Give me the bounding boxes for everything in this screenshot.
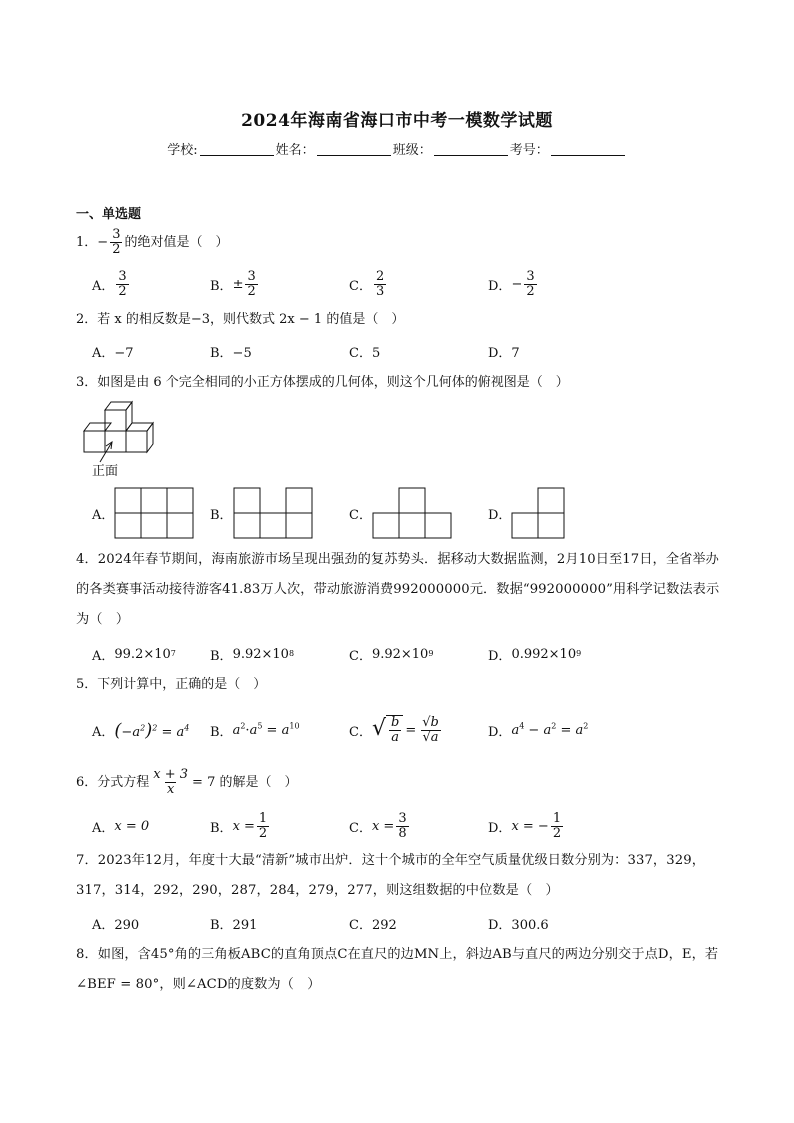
q1-option-a[interactable] (92, 266, 131, 302)
q3-b-view (233, 487, 313, 539)
q5-a-expr: $(-a^2)^2 = a^4$ (114, 719, 190, 741)
q5-options (92, 710, 652, 750)
q2-option-c[interactable]: C．5 (349, 345, 381, 361)
q7-option-b[interactable]: B．291 (210, 917, 258, 933)
q4-option-c[interactable]: C． 9.92×10 9 (349, 646, 434, 664)
q3-c-view (372, 487, 452, 539)
q3-d-view (511, 487, 567, 539)
q1-option-c[interactable] (349, 266, 388, 302)
q5-b-expr: $a^2\cdot a^5 = a^{10}$ (232, 721, 300, 738)
q6-options (92, 808, 652, 844)
q1-a-den: 2 (118, 283, 127, 299)
q1-frac-den: 2 (112, 242, 121, 257)
q3-a-view (114, 487, 194, 539)
q6-d-fraction (551, 812, 563, 841)
q4-option-b[interactable]: B． 9.92×10 8 (210, 646, 295, 664)
q7-option-a[interactable]: A．290 (92, 917, 140, 933)
q6-c-label: C． (349, 820, 372, 836)
school-blank[interactable] (200, 143, 274, 156)
q4-c-base: 9.92×10 (371, 646, 429, 662)
section-heading: 一、单选题 (76, 207, 142, 222)
q1-d-label: D． (488, 278, 512, 294)
q3-option-a[interactable] (92, 487, 194, 539)
q5-c-label: C． (349, 724, 372, 740)
q1-c-fraction (374, 270, 386, 299)
q5-option-a[interactable] (92, 710, 189, 750)
q1-b-label: B． (210, 278, 233, 294)
q1-options (92, 266, 652, 302)
q6-option-b[interactable] (210, 808, 271, 844)
question-3: 3．如图是由 6 个完全相同的小正方体摆成的几何体，则这个几何体的俯视图是（ ） (76, 375, 569, 390)
question-1 (76, 228, 228, 257)
q6-c-num: 3 (398, 810, 407, 826)
q4-a-label: A． (92, 648, 115, 664)
q6-c-pre: x = (371, 818, 395, 834)
q6-b-fraction (257, 812, 269, 841)
q4-d-base: 0.992×10 (511, 646, 577, 662)
q5-b-label: B． (210, 724, 233, 740)
q1-fraction (110, 228, 122, 257)
q1-a-num: 3 (118, 268, 127, 284)
q1-b-den: 2 (247, 283, 256, 299)
q3-options (92, 487, 652, 539)
q4-d-label: D． (488, 648, 512, 664)
name-blank[interactable] (317, 143, 391, 156)
q6-b-label: B． (210, 820, 233, 836)
q5-c-sqrt-left: √ $\frac{b}{a}$ (372, 715, 403, 745)
q1-text: 的绝对值是（ ） (124, 235, 229, 250)
q7-options (92, 905, 652, 941)
q3-option-b[interactable] (210, 487, 313, 539)
q6-d-pre: x = − (511, 818, 549, 834)
q3-a-label: A． (92, 507, 115, 523)
q6-frac-num: x + 3 (153, 767, 189, 782)
q6-d-num: 1 (552, 810, 562, 826)
q1-number: 1． (76, 235, 98, 250)
q6-frac-den: x (166, 782, 175, 797)
q1-d-den: 2 (526, 283, 535, 299)
q1-frac-num: 3 (112, 227, 121, 242)
q2-option-b[interactable]: B．−5 (210, 345, 252, 361)
question-8: 8．如图，含45°角的三角板ABC的直角顶点C在直尺的边MN上，斜边AB与直尺的两边分别交于点D，E，若∠BEF = 80°，则∠ACD的度数为（ ） (76, 947, 719, 992)
school-label: 学校: (167, 143, 198, 158)
q1-b-pre: ± (232, 276, 244, 292)
q1-d-fraction (524, 270, 536, 299)
q6-a-text: x = 0 (114, 818, 150, 834)
number-label: 考号： (509, 143, 549, 158)
q3-option-d[interactable] (488, 487, 567, 539)
q6-fraction (151, 768, 190, 797)
number-blank[interactable] (551, 143, 625, 156)
class-label: 班级： (392, 143, 432, 158)
q3-cube-figure (78, 398, 168, 480)
q3-front-label: 正面 (92, 464, 119, 479)
q1-a-fraction (116, 270, 128, 299)
q6-pre: 6．分式方程 (76, 775, 150, 790)
q3-d-label: D． (488, 507, 512, 523)
q3-b-label: B． (210, 507, 233, 523)
q6-d-label: D． (488, 820, 512, 836)
q6-b-pre: x = (232, 818, 255, 834)
q4-b-base: 9.92×10 (232, 646, 289, 662)
q5-d-label: D． (488, 724, 512, 740)
class-blank[interactable] (434, 143, 508, 156)
q6-b-den: 2 (258, 825, 268, 841)
q5-d-expr: $a^4 - a^2 = a^2$ (511, 721, 589, 738)
name-label: 姓名： (275, 143, 315, 158)
q1-a-label: A． (92, 278, 115, 294)
q1-b-num: 3 (247, 268, 256, 284)
question-6 (76, 768, 297, 798)
q2-option-d[interactable]: D．7 (488, 345, 520, 361)
q5-option-b[interactable] (210, 710, 300, 750)
q4-options (92, 636, 652, 672)
q4-option-d[interactable]: D． 0.992×10 9 (488, 646, 582, 664)
q4-c-label: C． (349, 648, 372, 664)
q1-d-num: 3 (526, 268, 535, 284)
q4-option-a[interactable]: A． 99.2×10 7 (92, 646, 176, 664)
question-7: 7．2023年12月，年度十大最“清新”城市出炉．这十个城市的全年空气质量优级日数分别为：337，329，317，314，292，290，287，284，279，277，则这组数据的中位数是（ ） (76, 853, 705, 898)
q5-c-fraction: $\frac{√b}{√a}$ (422, 714, 439, 745)
q3-option-c[interactable] (349, 487, 452, 539)
q1-option-b[interactable] (210, 266, 260, 302)
question-2: 2．若 x 的相反数是−3，则代数式 2x − 1 的值是（ ） (76, 312, 405, 327)
q6-a-label: A． (92, 820, 115, 836)
q6-b-num: 1 (258, 810, 268, 826)
q6-c-den: 8 (398, 825, 407, 841)
q1-b-fraction (245, 270, 257, 299)
q6-option-d[interactable] (488, 808, 565, 844)
q3-c-label: C． (349, 507, 372, 523)
q1-d-pre: − (511, 276, 523, 292)
q6-option-c[interactable] (349, 808, 411, 844)
q5-option-d[interactable] (488, 710, 588, 750)
question-5: 5．下列计算中，正确的是（ ） (76, 677, 267, 692)
q7-option-d[interactable]: D．300.6 (488, 917, 549, 933)
q2-options (92, 333, 652, 369)
question-4: 4．2024年春节期间，海南旅游市场呈现出强劲的复苏势头．据移动大数据监测，2月10日至17日，全省举办的各类赛事活动接待游客41.83万人次，带动旅游消费992000000元．数据“992000000”用科学记数法表示为（ ） (76, 552, 720, 627)
q5-option-c[interactable]: C． √ $\frac{b}{a}$ = $\frac{√b}{√a}$ (349, 714, 439, 745)
q7-option-c[interactable]: C．292 (349, 917, 397, 933)
q1-c-den: 3 (375, 283, 385, 299)
student-info-line (0, 139, 794, 158)
q4-a-base: 99.2×10 (114, 646, 171, 662)
q2-option-a[interactable]: A．−7 (92, 345, 134, 361)
q1-c-num: 2 (375, 268, 385, 284)
page-title: 2024年海南省海口市中考一模数学试题 (241, 111, 553, 131)
q4-b-label: B． (210, 648, 233, 664)
q5-a-label: A． (92, 724, 115, 740)
q1-option-d[interactable] (488, 266, 539, 302)
q6-d-den: 2 (552, 825, 562, 841)
q1-c-label: C． (349, 278, 372, 294)
q6-post: = 7 的解是（ ） (192, 775, 298, 790)
q1-minus: − (97, 235, 109, 250)
q6-option-a[interactable] (92, 808, 149, 844)
q6-c-fraction (396, 812, 408, 841)
